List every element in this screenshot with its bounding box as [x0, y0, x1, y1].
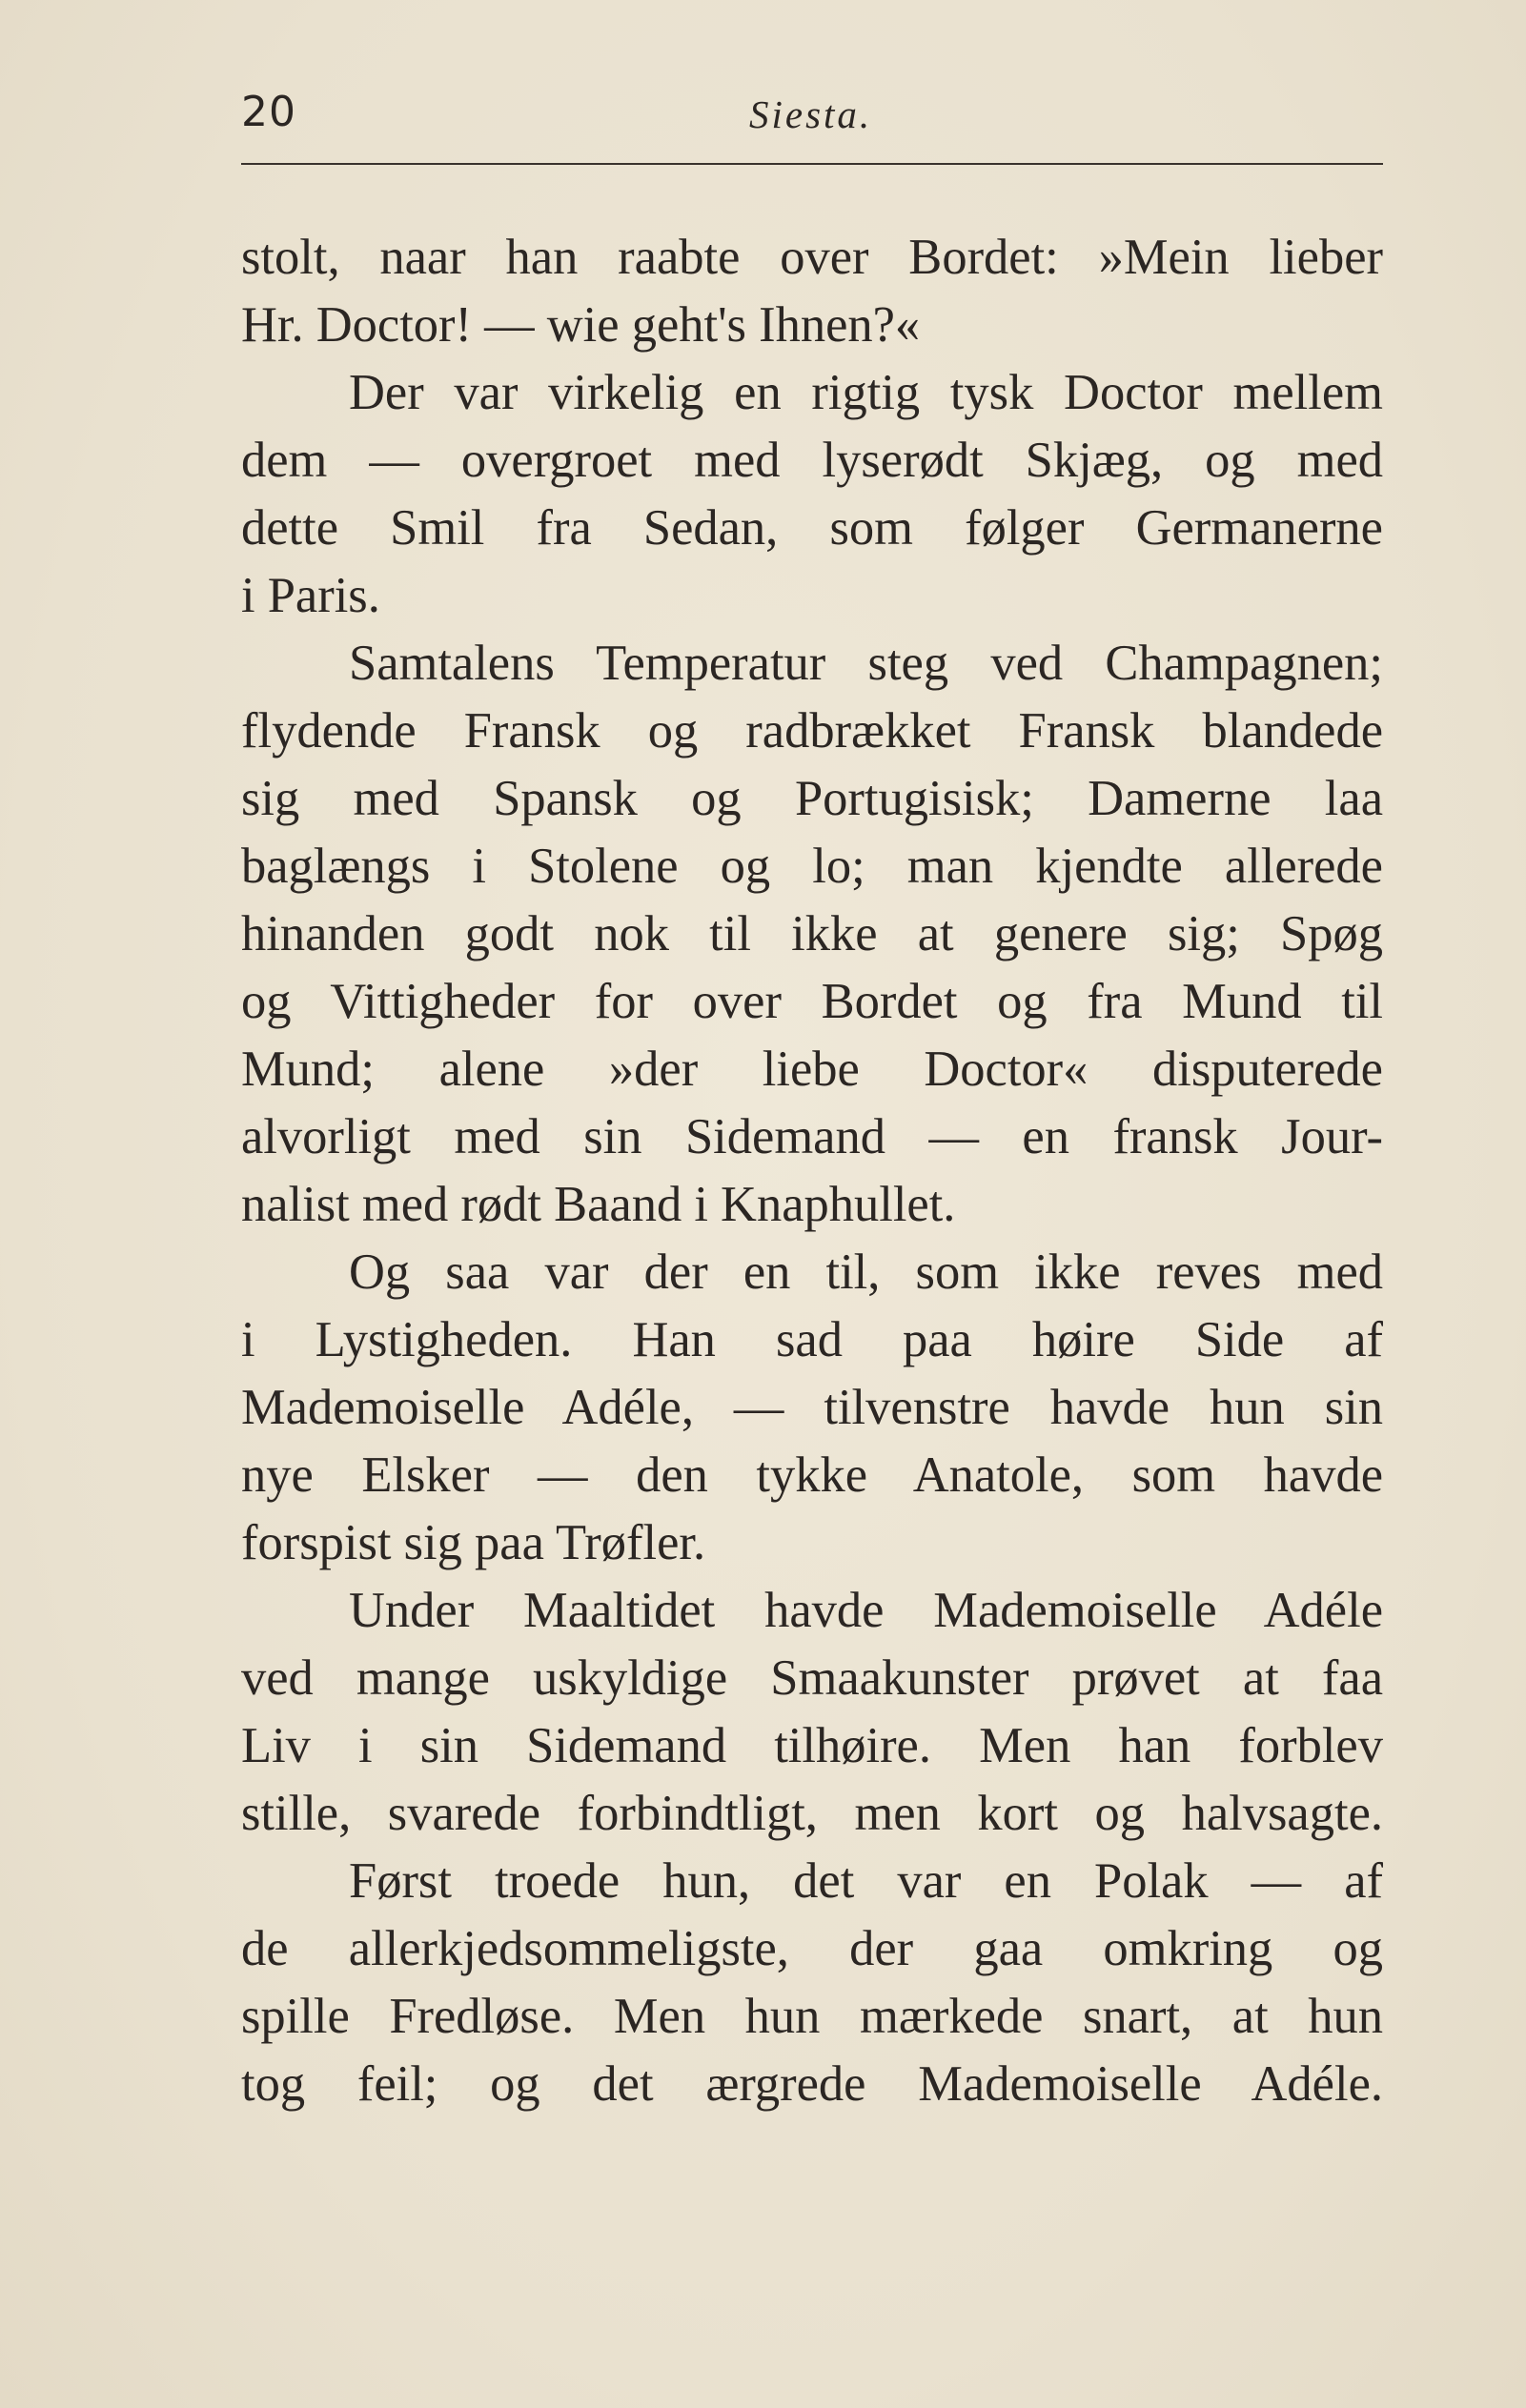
text-line: og Vittigheder for over Bordet og fra Mund til	[241, 974, 1383, 1029]
text-line: nye Elsker — den tykke Anatole, som havde	[241, 1447, 1383, 1503]
text-line: Mund; alene »der liebe Doctor« disputerede	[241, 1042, 1383, 1097]
text-line: stille, svarede forbindtligt, men kort og halvsagte.	[241, 1786, 1383, 1841]
text-line: de allerkjedsommeligste, der gaa omkring og	[241, 1921, 1383, 1976]
text-line: Først troede hun, det var en Polak — af	[349, 1853, 1383, 1909]
text-line: i Lystigheden. Han sad paa høire Side af	[241, 1312, 1383, 1367]
text-line: alvorligt med sin Sidemand — en fransk Jour-	[241, 1109, 1383, 1164]
text-line: forspist sig paa Trøfler.	[241, 1515, 706, 1570]
text-line: ved mange uskyldige Smaakunster prøvet at faa	[241, 1650, 1383, 1706]
body-text	[241, 224, 1383, 2118]
text-line: Under Maaltidet havde Mademoiselle Adéle	[349, 1583, 1383, 1638]
text-line: Samtalens Temperatur steg ved Champagnen;	[349, 636, 1383, 691]
text-line: sig med Spansk og Portugisisk; Damerne laa	[241, 771, 1383, 826]
text-line: nalist med rødt Baand i Knaphullet.	[241, 1177, 956, 1232]
text-line: Og saa var der en til, som ikke reves med	[349, 1244, 1383, 1300]
page-number: 20	[241, 88, 296, 136]
text-line: baglængs i Stolene og lo; man kjendte allerede	[241, 839, 1383, 894]
text-line: flydende Fransk og radbrækket Fransk blandede	[241, 703, 1383, 759]
text-line: stolt, naar han raabte over Bordet: »Mein lieber	[241, 230, 1383, 285]
text-line: i Paris.	[241, 568, 380, 623]
text-line: dem — overgroet med lyserødt Skjæg, og med	[241, 433, 1383, 488]
text-line: tog feil; og det ærgrede Mademoiselle Adéle.	[241, 2056, 1383, 2112]
text-line: hinanden godt nok til ikke at genere sig; Spøg	[241, 906, 1383, 961]
text-line: Hr. Doctor! — wie geht's Ihnen?«	[241, 297, 921, 353]
text-line: Mademoiselle Adéle, — tilvenstre havde hun sin	[241, 1380, 1383, 1435]
page-header	[241, 88, 1383, 145]
text-line: spille Fredløse. Men hun mærkede snart, at hun	[241, 1989, 1383, 2044]
text-line: Der var virkelig en rigtig tysk Doctor mellem	[349, 365, 1383, 420]
text-line: dette Smil fra Sedan, som følger Germanerne	[241, 500, 1383, 556]
text-line: Liv i sin Sidemand tilhøire. Men han forblev	[241, 1718, 1383, 1773]
header-rule	[241, 163, 1383, 165]
running-title: Siesta.	[749, 92, 873, 136]
